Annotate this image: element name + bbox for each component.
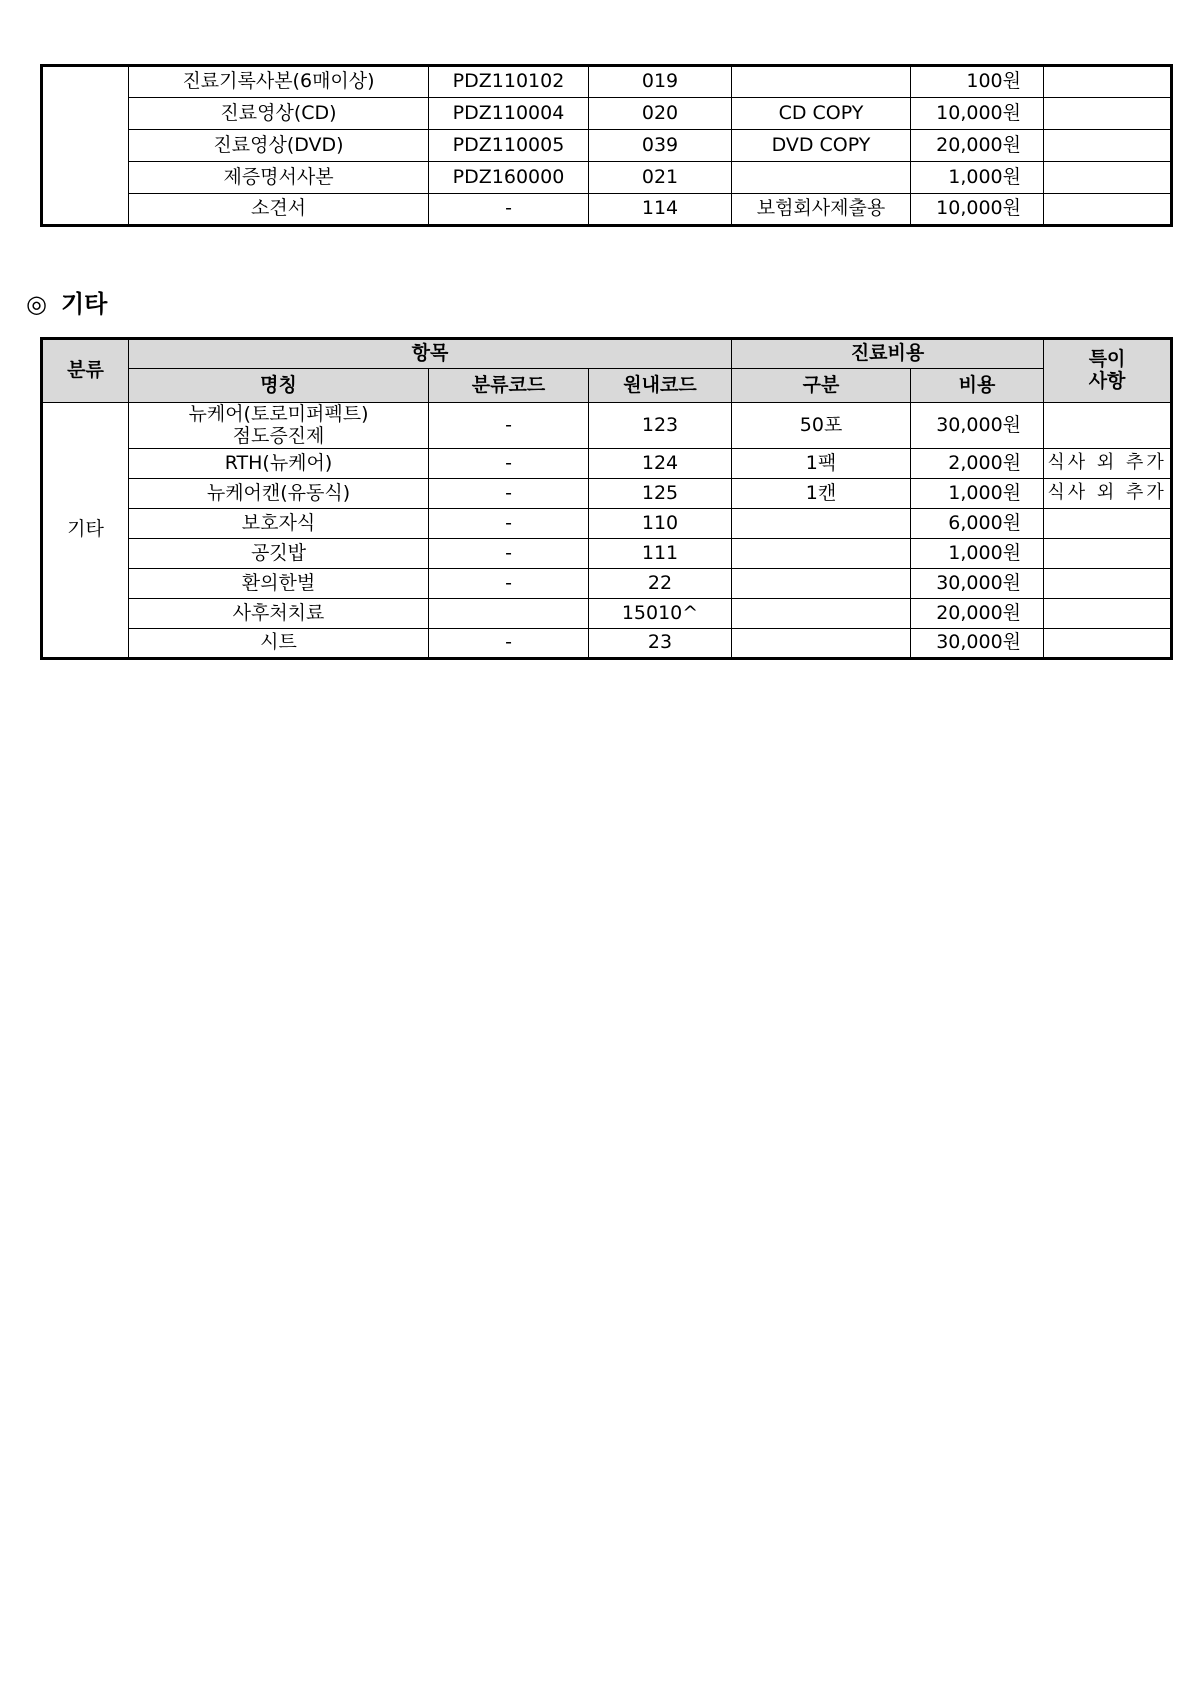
table-row xyxy=(42,479,1172,509)
item-division xyxy=(732,569,911,599)
item-note xyxy=(1044,194,1172,226)
item-name: 뉴케어(토로미퍼펙트) 점도증진제 xyxy=(129,403,429,449)
item-cost: 20,000원 xyxy=(911,130,1044,162)
table-row xyxy=(42,599,1172,629)
item-name: 소견서 xyxy=(129,194,429,226)
item-division: CD COPY xyxy=(732,98,911,130)
item-division xyxy=(732,539,911,569)
item-name: 시트 xyxy=(129,629,429,659)
item-note xyxy=(1044,509,1172,539)
table-row xyxy=(42,194,1172,226)
item-division: 50포 xyxy=(732,403,911,449)
item-internal-code: 114 xyxy=(589,194,732,226)
header-note: 특이 사항 xyxy=(1044,339,1172,403)
category-cell: 기타 xyxy=(42,403,129,659)
item-code: - xyxy=(429,194,589,226)
item-code: - xyxy=(429,479,589,509)
item-cost: 30,000원 xyxy=(911,629,1044,659)
item-name: 보호자식 xyxy=(129,509,429,539)
item-name: 제증명서사본 xyxy=(129,162,429,194)
table-row xyxy=(42,569,1172,599)
item-name: 진료영상(DVD) xyxy=(129,130,429,162)
item-name: RTH(뉴케어) xyxy=(129,449,429,479)
item-note xyxy=(1044,629,1172,659)
item-code: PDZ110005 xyxy=(429,130,589,162)
item-code: - xyxy=(429,509,589,539)
header-category: 분류 xyxy=(42,339,129,403)
item-name: 환의한벌 xyxy=(129,569,429,599)
table-row xyxy=(42,629,1172,659)
item-internal-code: 111 xyxy=(589,539,732,569)
section-title: 기타 xyxy=(60,290,108,318)
table-row xyxy=(42,162,1172,194)
table-row xyxy=(42,509,1172,539)
item-division: 1캔 xyxy=(732,479,911,509)
item-cost: 2,000원 xyxy=(911,449,1044,479)
item-cost: 10,000원 xyxy=(911,98,1044,130)
section-mark: ◎ xyxy=(26,290,47,318)
table-row xyxy=(42,130,1172,162)
item-internal-code: 021 xyxy=(589,162,732,194)
table-row xyxy=(42,403,1172,449)
item-note xyxy=(1044,162,1172,194)
item-note xyxy=(1044,98,1172,130)
item-note xyxy=(1044,130,1172,162)
item-cost: 1,000원 xyxy=(911,539,1044,569)
item-code: - xyxy=(429,403,589,449)
item-internal-code: 23 xyxy=(589,629,732,659)
item-division: 보험회사제출용 xyxy=(732,194,911,226)
item-internal-code: 125 xyxy=(589,479,732,509)
table-row xyxy=(42,98,1172,130)
item-code: - xyxy=(429,569,589,599)
item-cost: 30,000원 xyxy=(911,403,1044,449)
item-code: - xyxy=(429,629,589,659)
item-name: 진료기록사본(6매이상) xyxy=(129,66,429,98)
item-code xyxy=(429,599,589,629)
item-internal-code: 124 xyxy=(589,449,732,479)
item-division xyxy=(732,162,911,194)
item-internal-code: 15010^ xyxy=(589,599,732,629)
table-row xyxy=(42,449,1172,479)
item-division xyxy=(732,629,911,659)
item-internal-code: 020 xyxy=(589,98,732,130)
item-note: 식사 외 추가 xyxy=(1044,479,1172,509)
item-internal-code: 22 xyxy=(589,569,732,599)
item-cost: 100원 xyxy=(911,66,1044,98)
fee-table-continued xyxy=(40,64,1173,227)
table-row xyxy=(42,66,1172,98)
item-division: 1팩 xyxy=(732,449,911,479)
item-name: 진료영상(CD) xyxy=(129,98,429,130)
item-cost: 1,000원 xyxy=(911,479,1044,509)
item-code: PDZ110004 xyxy=(429,98,589,130)
item-note xyxy=(1044,66,1172,98)
item-name: 뉴케어캔(유동식) xyxy=(129,479,429,509)
header-division: 구분 xyxy=(732,369,911,403)
item-cost: 1,000원 xyxy=(911,162,1044,194)
item-division xyxy=(732,66,911,98)
item-note xyxy=(1044,569,1172,599)
item-code: - xyxy=(429,539,589,569)
item-cost: 10,000원 xyxy=(911,194,1044,226)
item-name: 공깃밥 xyxy=(129,539,429,569)
item-cost: 30,000원 xyxy=(911,569,1044,599)
table-row xyxy=(42,539,1172,569)
header-internal: 원내코드 xyxy=(589,369,732,403)
etc-fee-table xyxy=(40,337,1173,660)
item-internal-code: 110 xyxy=(589,509,732,539)
item-cost: 6,000원 xyxy=(911,509,1044,539)
header-name: 명칭 xyxy=(129,369,429,403)
item-code: PDZ160000 xyxy=(429,162,589,194)
item-division xyxy=(732,509,911,539)
item-code: - xyxy=(429,449,589,479)
header-cost: 비용 xyxy=(911,369,1044,403)
header-code: 분류코드 xyxy=(429,369,589,403)
item-code: PDZ110102 xyxy=(429,66,589,98)
item-internal-code: 019 xyxy=(589,66,732,98)
item-internal-code: 123 xyxy=(589,403,732,449)
category-cell-empty xyxy=(42,66,129,226)
item-note xyxy=(1044,599,1172,629)
item-internal-code: 039 xyxy=(589,130,732,162)
item-name: 사후처치료 xyxy=(129,599,429,629)
item-note: 식사 외 추가 xyxy=(1044,449,1172,479)
item-division xyxy=(732,599,911,629)
section-heading-etc xyxy=(26,284,107,319)
header-cost-group: 진료비용 xyxy=(732,339,1044,369)
item-division: DVD COPY xyxy=(732,130,911,162)
item-note xyxy=(1044,403,1172,449)
item-cost: 20,000원 xyxy=(911,599,1044,629)
item-note xyxy=(1044,539,1172,569)
header-item-group: 항목 xyxy=(129,339,732,369)
